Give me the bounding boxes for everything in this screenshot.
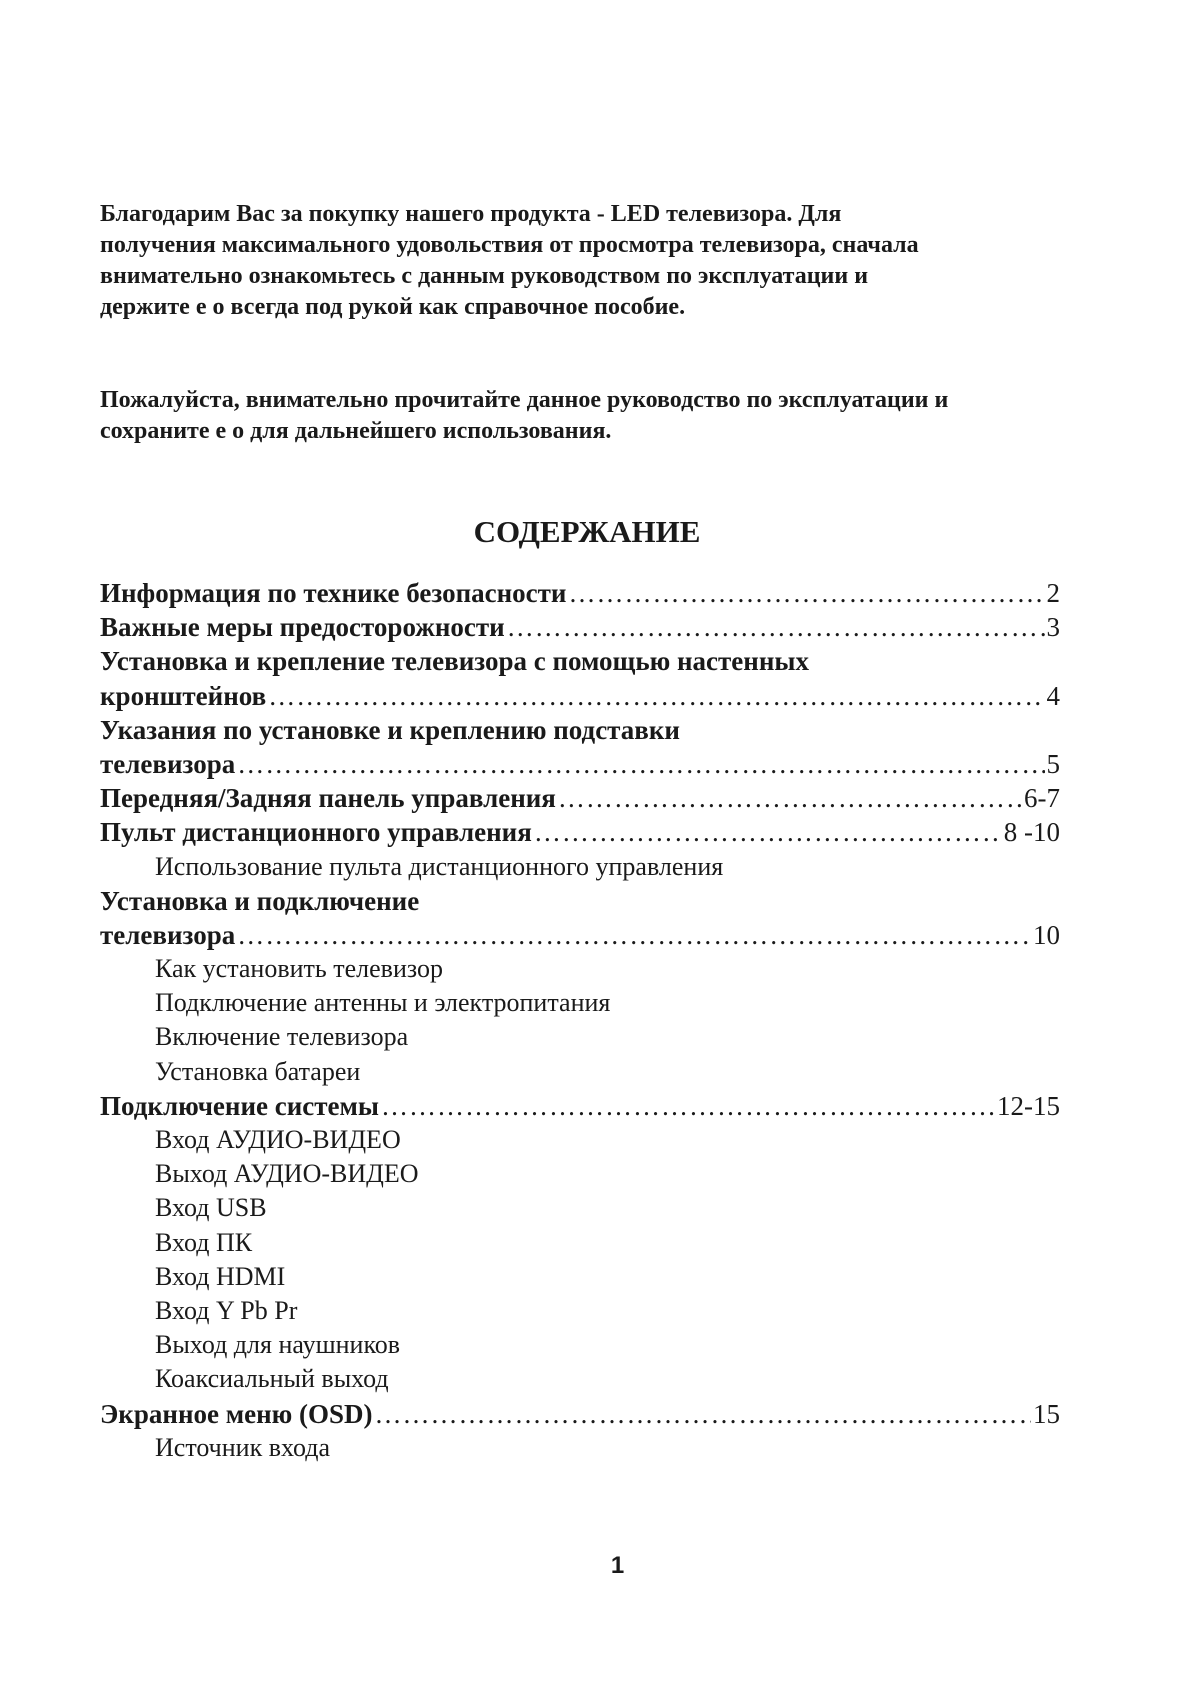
toc-subentry[interactable]: Вход USB	[155, 1193, 267, 1223]
toc-entry-title: Важные меры предосторожности	[100, 612, 505, 643]
intro-line: получения максимального удовольствия от просмотра телевизора, сначала	[100, 232, 919, 258]
dot-leader	[375, 1397, 1031, 1431]
toc-subentry[interactable]: Как установить телевизор	[155, 954, 443, 984]
toc-subentry[interactable]: Вход HDMI	[155, 1261, 286, 1291]
toc-entry-page: 8 -10	[1003, 817, 1060, 848]
toc-entry-page: 6-7	[1024, 783, 1060, 814]
toc-entry-page: 2	[1046, 578, 1060, 608]
toc-subentry[interactable]: Включение телевизора	[155, 1022, 409, 1052]
toc-subentry[interactable]: Вход АУДИО-ВИДЕО	[155, 1125, 401, 1154]
toc-entry-install[interactable]	[100, 918, 1060, 952]
toc-entry-wall-mount[interactable]	[100, 679, 1060, 713]
toc-subentry[interactable]: Использование пульта дистанционного управления	[155, 851, 724, 881]
dot-leader	[534, 815, 1002, 849]
toc-entry-title-line[interactable]: Указания по установке и креплению подставки	[100, 714, 680, 745]
dot-leader	[558, 781, 1022, 815]
page-number: 1	[610, 1552, 625, 1579]
toc-entry-osd[interactable]	[100, 1397, 1060, 1431]
toc-entry-title-line[interactable]: Установка и крепление телевизора с помощью настенных	[100, 646, 809, 677]
intro-paragraph	[100, 199, 1100, 323]
dot-leader	[381, 1089, 995, 1123]
toc-entry-title: кронштейнов	[100, 680, 267, 711]
toc-entry-title-line[interactable]: Установка и подключение	[100, 885, 420, 916]
toc-entry-title: Передняя/Задняя панель управления	[100, 783, 556, 814]
toc-subentry[interactable]: Вход ПК	[155, 1227, 253, 1257]
toc-subentry[interactable]: Установка батареи	[155, 1056, 361, 1086]
toc-entry-precautions[interactable]	[100, 610, 1060, 644]
toc-subentry[interactable]: Источник входа	[155, 1432, 331, 1462]
toc-entry-remote[interactable]	[100, 815, 1060, 849]
toc-entry-title: Экранное меню (OSD)	[100, 1398, 373, 1429]
toc-title: СОДЕРЖАНИЕ	[473, 514, 701, 549]
toc-entry-title: телевизора	[100, 919, 236, 950]
intro-line: держите е о всегда под рукой как справочное пособие.	[100, 294, 686, 320]
dot-leader	[237, 747, 1044, 781]
toc-entry-page: 5	[1046, 748, 1060, 779]
dot-leader	[237, 918, 1031, 952]
toc-entry-system[interactable]	[100, 1089, 1060, 1123]
toc-entry-title: Пульт дистанционного управления	[100, 817, 532, 848]
toc-entry-stand[interactable]	[100, 747, 1060, 781]
toc-entry-page: 12-15	[997, 1090, 1060, 1121]
toc-entry-panel[interactable]	[100, 781, 1060, 815]
toc-entry-page: 3	[1046, 612, 1060, 643]
toc-subentry[interactable]: Выход АУДИО-ВИДЕО	[155, 1159, 419, 1189]
notice-paragraph	[100, 385, 1100, 447]
toc-subentry[interactable]: Подключение антенны и электропитания	[155, 988, 611, 1018]
toc-entry-title: Информация по технике безопасности	[100, 578, 567, 608]
dot-leader	[569, 576, 1045, 610]
dot-leader	[507, 610, 1045, 644]
toc-subentry[interactable]: Коаксиальный выход	[155, 1364, 389, 1394]
toc-subentry[interactable]: Вход Y Pb Pr	[155, 1295, 298, 1325]
dot-leader	[268, 679, 1044, 713]
intro-line: внимательно ознакомьтесь с данным руководством по эксплуатации и	[100, 263, 869, 289]
toc-subentry[interactable]: Выход для наушников	[155, 1330, 401, 1360]
toc-entry-title: телевизора	[100, 748, 236, 779]
notice-line: сохраните е о для дальнейшего использования.	[100, 418, 612, 444]
toc-entry-page: 4	[1046, 680, 1060, 711]
notice-line: Пожалуйста, внимательно прочитайте данное руководство по эксплуатации и	[100, 387, 949, 413]
intro-line: Благодарим Вас за покупку нашего продукта - LED телевизора. Для	[100, 201, 842, 227]
table-of-contents	[100, 576, 1060, 1465]
toc-entry-page: 10	[1033, 919, 1060, 950]
toc-entry-safety[interactable]	[100, 576, 1060, 610]
toc-entry-title: Подключение системы	[100, 1090, 379, 1121]
toc-entry-page: 15	[1033, 1398, 1060, 1429]
